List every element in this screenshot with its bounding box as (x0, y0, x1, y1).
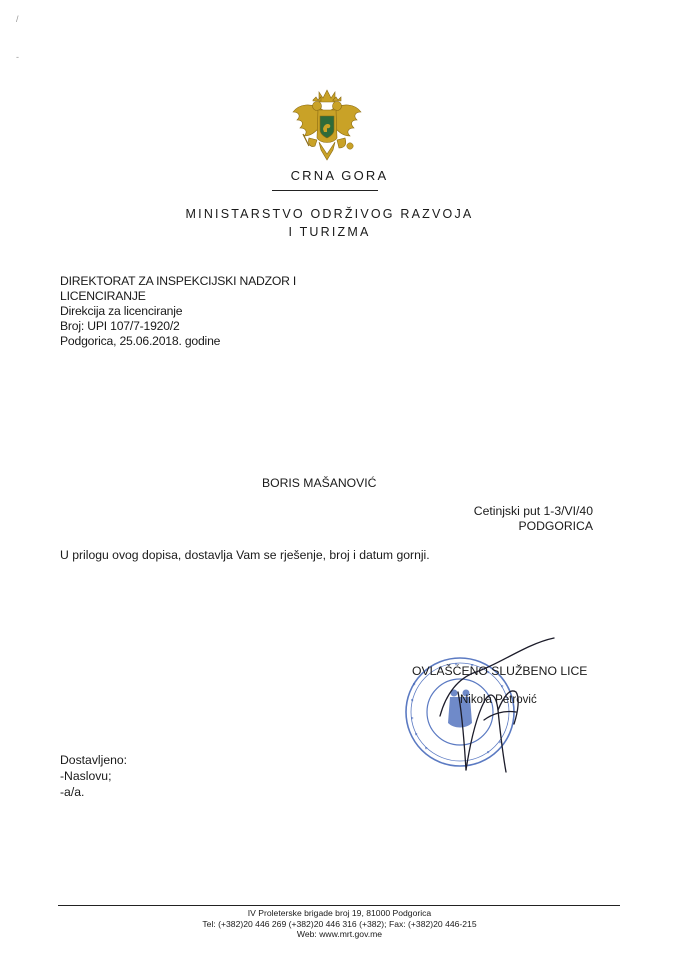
distribution-heading: Dostavljeno: (60, 753, 128, 767)
margin-mark: - (16, 52, 19, 62)
distribution-item: -Naslovu; (60, 769, 112, 783)
reference-number: Broj: UPI 107/7-1920/2 (60, 319, 180, 333)
address-city: PODGORICA (518, 519, 593, 533)
country-name: CRNA GORA (290, 168, 389, 183)
distribution-list (60, 752, 127, 800)
footer-address: IV Proleterske brigade broj 19, 81000 Podgorica (247, 908, 432, 918)
footer-phones: Tel: (+382)20 446 269 (+382)20 446 316 (+382); Fax: (+382)20 446-215 (202, 918, 477, 929)
place-date: Podgorica, 25.06.2018. godine (60, 334, 221, 348)
official-name: Nikola Petrović (460, 694, 537, 706)
ministry-name (0, 205, 659, 241)
divider (272, 190, 378, 191)
ministry-line: MINISTARSTVO ODRŽIVOG RAZVOJA (185, 207, 474, 221)
margin-mark: / (16, 14, 19, 24)
montenegro-coat-of-arms-icon (289, 88, 365, 168)
document-header (60, 274, 296, 349)
address-street: Cetinjski put 1-3/VI/40 (473, 504, 593, 518)
footer-divider (58, 905, 620, 906)
footer (0, 908, 679, 940)
recipient-address (474, 504, 593, 534)
official-title: OVLAŠĆENO SLUŽBENO LICE (412, 664, 588, 678)
department: Direkcija za licenciranje (60, 304, 183, 318)
directorate-line: LICENCIRANJE (60, 289, 146, 303)
directorate-line: DIREKTORAT ZA INSPEKCIJSKI NADZOR I (60, 274, 297, 288)
distribution-item: -a/a. (60, 785, 85, 799)
handwritten-signature (418, 632, 563, 782)
ministry-line: I TURIZMA (288, 225, 371, 239)
letter-body: U prilogu ovog dopisa, dostavlja Vam se rješenje, broj i datum gornji. (60, 548, 430, 562)
recipient-name: BORIS MAŠANOVIĆ (262, 476, 377, 490)
footer-web: Web: www.mrt.gov.me (296, 929, 383, 939)
